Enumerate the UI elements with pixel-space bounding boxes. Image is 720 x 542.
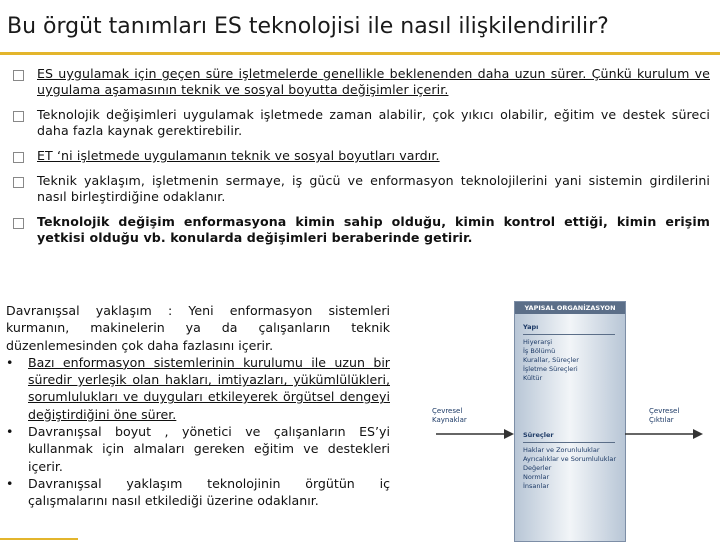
- section-divider: [523, 334, 615, 335]
- sub-list: [6, 354, 390, 510]
- output-arrow-icon: [625, 428, 705, 440]
- input-label-line: Çevresel: [432, 407, 463, 415]
- structure-item: İşletme Süreçleri: [523, 365, 578, 373]
- input-label: [432, 407, 467, 425]
- section-title: Yapı: [523, 323, 539, 331]
- bullet-text: ET ‘ni işletmede uygulamanın teknik ve sosyal boyutları vardır.: [37, 148, 440, 163]
- bullet-text: Teknolojik değişim enformasyona kimin sahip olduğu, kimin kontrol ettiği, kimin erişim yetkisi olduğu vb. konularda değişimleri beraberinde getirir.: [37, 214, 710, 245]
- diagram-header: YAPISAL ORGANİZASYON: [515, 302, 625, 314]
- structure-item: Kültür: [523, 374, 543, 382]
- checkbox-icon: [13, 218, 24, 229]
- bullet-list: [13, 66, 710, 255]
- behavioral-approach-text: [6, 302, 390, 510]
- section-divider: [523, 442, 615, 443]
- process-item: Ayrıcalıklar ve Sorumluluklar: [523, 455, 617, 463]
- sub-item: [6, 423, 390, 475]
- sub-item-text: Davranışsal boyut , yönetici ve çalışanların ES’yi kullanmak için almaları gereken eğitim ve destekleri içerir.: [28, 424, 390, 474]
- bullet-dot: •: [6, 354, 14, 370]
- process-item: Değerler: [523, 464, 552, 472]
- structure-item: Kurallar, Süreçler: [523, 356, 579, 364]
- checkbox-icon: [13, 177, 24, 188]
- bullet-item: [13, 214, 710, 246]
- paragraph-intro: Davranışsal yaklaşım : Yeni enformasyon sistemleri kurmanın, makinelerin ya da çalışanların teknik düzenlemesinden çok daha fazlasını içerir.: [6, 303, 390, 353]
- process-section: [523, 431, 619, 491]
- output-label-line: Çevresel: [649, 407, 680, 415]
- bullet-text: Teknik yaklaşım, işletmenin sermaye, iş gücü ve enformasyon teknolojilerini yani sistemin girdilerini nasıl birleştirdiğine odaklanır.: [37, 173, 710, 204]
- output-label: [649, 407, 679, 425]
- checkbox-icon: [13, 70, 24, 81]
- sub-item-text: Davranışsal yaklaşım teknolojinin örgütün iç çalışmalarını nasıl etkilediği üzerine odaklanır.: [28, 475, 390, 509]
- page-title: Bu örgüt tanımları ES teknolojisi ile nasıl ilişkilendirilir?: [7, 14, 609, 39]
- input-label-line: Kaynaklar: [432, 416, 467, 424]
- bullet-item: [13, 148, 710, 164]
- structure-section: [523, 323, 619, 383]
- title-divider: [0, 52, 720, 55]
- section-title: Süreçler: [523, 431, 554, 439]
- process-item: İnsanlar: [523, 482, 549, 490]
- structure-item: İş Bölümü: [523, 347, 556, 355]
- process-item: Haklar ve Zorunluluklar: [523, 446, 600, 454]
- structure-item: Hiyerarşi: [523, 338, 553, 346]
- bullet-text: ES uygulamak için geçen süre işletmelerde genellikle beklenenden daha uzun sürer. Çünkü kurulum ve uygulama aşamasının teknik ve sosyal boyutta değişimler içerir.: [37, 66, 710, 97]
- checkbox-icon: [13, 111, 24, 122]
- input-arrow-icon: [432, 428, 514, 440]
- output-label-line: Çıktılar: [649, 416, 674, 424]
- process-item: Normlar: [523, 473, 550, 481]
- sub-item: [6, 354, 390, 423]
- bullet-dot: •: [6, 475, 14, 491]
- organization-diagram: [432, 297, 714, 540]
- checkbox-icon: [13, 152, 24, 163]
- sub-item-text: Bazı enformasyon sistemlerinin kurulumu ile uzun bir süredir yerleşik olan hakları, imtiyazları, yükümlülükleri, sorumlulukları ve duyguları etkileyerek örgütsel dengeyi değiştirdiğini öne sürer.: [28, 354, 390, 422]
- bullet-item: [13, 173, 710, 205]
- bullet-item: [13, 66, 710, 98]
- bullet-dot: •: [6, 424, 14, 440]
- bullet-item: [13, 107, 710, 139]
- structural-organization-box: [514, 301, 626, 542]
- bullet-text: Teknolojik değişimleri uygulamak işletmede zaman alabilir, çok yıkıcı olabilir, eğitim ve destek süreci daha fazla kaynak gerektirebilir.: [37, 107, 710, 138]
- sub-item: [6, 475, 390, 510]
